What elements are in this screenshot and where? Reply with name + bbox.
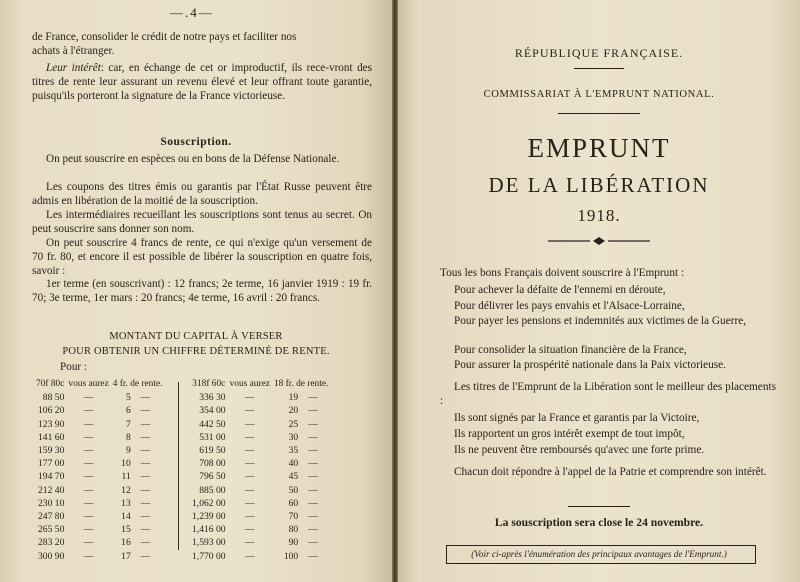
table-cell: — [244,431,255,443]
table-cell: — [308,511,318,523]
table-cell: 50 [288,484,299,496]
table-cell: — [140,458,151,470]
table-cell: — [83,405,94,417]
table-heading-1: MONTANT DU CAPITAL À VERSER [109,331,283,342]
section-title: Souscription. [160,136,232,148]
table-row [190,444,330,457]
table-cell: — [308,445,318,457]
table-row [34,510,164,523]
republic-header: RÉPUBLIQUE FRANÇAISE. [514,46,684,60]
table-cell: — [140,484,151,496]
table-cell: — [140,431,151,443]
table-cell: — [308,418,318,430]
table-cell: 30 [288,431,299,443]
table-cell: — [83,537,94,549]
table-cell: — [308,431,318,443]
table-cell: — [83,418,94,430]
table-cell: — [244,471,255,483]
table-row [34,550,164,563]
table-row [34,497,164,510]
title-year: 1918. [577,206,621,225]
table-row [190,536,330,549]
table-row [190,497,330,510]
table-row [34,431,164,444]
payment-terms: 1er terme (en souscrivant) : 12 francs; 2e terme, 16 janvier 1919 : 19 fr. 70; 3e terme, 1er mars : 20 francs; 4e terme, 16 avril : 20 francs. [32,278,372,304]
table-cell: — [308,550,318,562]
reason-4: Pour consolider la situation financière de la France, [454,344,687,356]
table-cell: 17 [121,550,131,562]
table-cell: — [244,458,255,470]
interest-text: : car, en échange de cet or improductif, ils rece-vront des titres de rente leur assurant un revenu élevé et leur offrant toute garantie, puisqu'ils porteront la signature de la France victorieuse. [32,62,372,102]
reason-5: Pour assurer la prospérité nationale dans la Paix victorieuse. [454,359,726,371]
table-row [34,444,164,457]
table-cell: 283 20 [38,537,65,549]
table-cell: — [244,524,255,536]
table-cell: 336 30 [199,392,226,404]
table-cell: 1,593 00 [192,537,226,549]
table-cell: — [140,392,151,404]
table-cell: 159 30 [38,445,65,457]
table-cell: 1,239 00 [192,511,226,523]
left-page [0,0,392,582]
pour-label: Pour : [60,361,88,373]
footnote: (Voir ci-après l'énumération des principaux avantages de l'Emprunt.) [471,549,727,559]
table-row [34,523,164,536]
title-emprunt: EMPRUNT [527,133,671,163]
table-cell: — [308,405,318,417]
table-cell: 16 [121,537,131,549]
table-cell: 212 40 [38,484,65,496]
reason-2: Pour délivrer les pays envahis et l'Alsace-Lorraine, [454,300,685,312]
paragraph-2: Les coupons des titres émis ou garantis par l'État Russe peuvent être admis en libération de la moitié de la souscription. [32,181,372,207]
table-cell: 354 00 [199,405,226,417]
table-cell: 100 [283,550,299,562]
table-row [190,431,330,444]
table-cell: 177 00 [38,458,65,470]
table-divider [178,382,179,550]
table-cell: 6 [125,405,131,417]
table-cell: — [140,497,151,509]
table-cell: 10 [121,458,131,470]
table-cell: 1,062 00 [192,497,226,509]
table-cell: 60 [288,497,299,509]
best-placements: Les titres de l'Emprunt de la Libération sont le meilleur des placements : [440,381,776,407]
table-cell: — [83,524,94,536]
table-cell: — [83,458,94,470]
table-cell: 8 [125,431,131,443]
reason-1: Pour achever la défaite de l'ennemi en déroute, [454,284,666,296]
table-cell: 1,416 00 [192,524,226,536]
table-cell: 442 50 [199,418,226,430]
table-cell: 885 00 [199,484,226,496]
title-liberation: DE LA LIBÉRATION [488,173,710,197]
table-cell: 230 10 [38,497,65,509]
table-cell: 13 [121,497,131,509]
table-cell: — [140,537,151,549]
table-cell: — [308,471,318,483]
table-cell: 12 [121,484,131,496]
table-cell: — [244,550,255,562]
closing-statement: La souscription sera close le 24 novembre. [494,516,704,529]
advantage-1: Ils sont signés par la France et garantis par la Victoire, [454,412,700,424]
table-cell: 40 [288,458,299,470]
table-cell: — [83,471,94,483]
table-cell: 708 00 [199,458,226,470]
table-cell: — [244,511,255,523]
table-cell: — [83,484,94,496]
table-cell: 106 20 [38,405,65,417]
table-cell: 88 50 [42,392,65,404]
intro-line-1: de France, consolider le crédit de notre pays et faciliter nos [32,31,297,43]
interest-label: Leur intérêt [46,62,101,74]
table-cell: — [140,524,151,536]
table-cell: 5 [125,392,131,404]
table-cell: 45 [288,471,299,483]
table-row [190,484,330,497]
table-cell: 14 [121,511,131,523]
commissariat-header: COMMISSARIAT À L'EMPRUNT NATIONAL. [483,89,715,100]
advantage-2: Ils rapportent un gros intérêt exempt de tout impôt, [454,428,685,440]
table-cell: 70 [288,511,299,523]
table-cell: — [308,458,318,470]
table-row [190,470,330,483]
table-cell: 20 [288,405,299,417]
table-cell: 15 [121,524,131,536]
col-header: 70f 80c [36,379,65,389]
table-cell: 531 00 [199,431,226,443]
col-header: vous aurez [229,379,270,389]
table-cell: — [83,497,94,509]
table-cell: — [140,511,151,523]
table-cell: 35 [288,445,299,457]
reason-3: Pour payer les pensions et indemnités aux victimes de la Guerre, [454,315,747,327]
table-row [34,457,164,470]
table-cell: 141 60 [38,431,65,443]
table-cell: 9 [125,445,131,457]
table-cell: 247 80 [38,511,65,523]
table-row [190,550,330,563]
table-cell: 796 50 [199,471,226,483]
table-cell: 619 50 [199,445,226,457]
table-row [34,391,164,404]
col-header: 318f 60c [192,379,226,389]
table-cell: — [83,392,94,404]
table-cell: — [140,418,151,430]
table-row [34,484,164,497]
table-cell: 19 [288,392,299,404]
table-cell: 123 90 [38,418,65,430]
interest-paragraph [32,61,372,103]
table-cell: 265 50 [38,524,65,536]
col-header: vous aurez [68,379,109,389]
table-row [190,404,330,417]
table-cell: 300 90 [38,550,65,562]
table-cell: — [308,497,318,509]
table-cell: 90 [288,537,299,549]
table-cell: — [244,484,255,496]
table-row [34,418,164,431]
table-cell: — [140,471,151,483]
advantage-3: Ils ne peuvent être remboursés qu'avec une forte prime. [454,444,705,456]
table-row [190,457,330,470]
table-cell: — [308,484,318,496]
paragraph-3: Les intermédiaires recueillant les souscriptions sont tenus au secret. On peut souscrire sans donner son nom. [32,209,372,235]
table-cell: — [308,537,318,549]
table-cell: 11 [121,471,131,483]
table-cell: — [244,418,255,430]
table-cell: 80 [288,524,299,536]
intro-line-2: achats à l'étranger. [32,45,115,57]
table-row [34,404,164,417]
table-cell: — [244,537,255,549]
table-cell: — [308,392,318,404]
table-cell: — [244,497,255,509]
table-cell: — [244,405,255,417]
table-cell: — [83,445,94,457]
table-row [190,510,330,523]
table-cell: 1,770 00 [192,550,226,562]
paragraph-4: On peut souscrire 4 francs de rente, ce qui n'exige qu'un versement de 70 fr. 80, et encore il est possible de libérer la souscription en quatre fois, savoir : [32,237,372,277]
table-cell: — [244,392,255,404]
page-number: —.4— [170,5,214,20]
table-cell: — [83,550,94,562]
table-row [190,523,330,536]
table-cell: — [140,445,151,457]
col-header: 18 fr. de rente. [273,379,329,389]
table-cell: 7 [125,418,131,430]
table-cell: — [140,550,151,562]
capital-table-left [34,378,164,563]
table-cell: — [83,511,94,523]
col-header: 4 fr. de rente. [112,379,163,389]
closing-rule [568,506,630,507]
table-heading-2: POUR OBTENIR UN CHIFFRE DÉTERMINÉ DE RENTE. [62,346,330,357]
table-cell: 194 70 [38,471,65,483]
call-to-action: Chacun doit répondre à l'appel de la Patrie et comprendre son intérêt. [454,466,767,478]
capital-table-right [190,378,330,563]
table-cell: 25 [288,418,299,430]
table-cell: — [244,445,255,457]
ornament-divider [548,236,650,246]
header-rule [558,113,640,114]
paragraph-1: On peut souscrire en espèces ou en bons de la Défense Nationale. [46,153,340,165]
header-rule [574,68,624,69]
table-row [190,391,330,404]
table-cell: — [308,524,318,536]
table-cell: — [140,405,151,417]
table-row [34,470,164,483]
table-cell: — [83,431,94,443]
table-row [34,536,164,549]
intro-line: Tous les bons Français doivent souscrire à l'Emprunt : [440,267,685,279]
table-row [190,418,330,431]
right-page [398,0,800,582]
